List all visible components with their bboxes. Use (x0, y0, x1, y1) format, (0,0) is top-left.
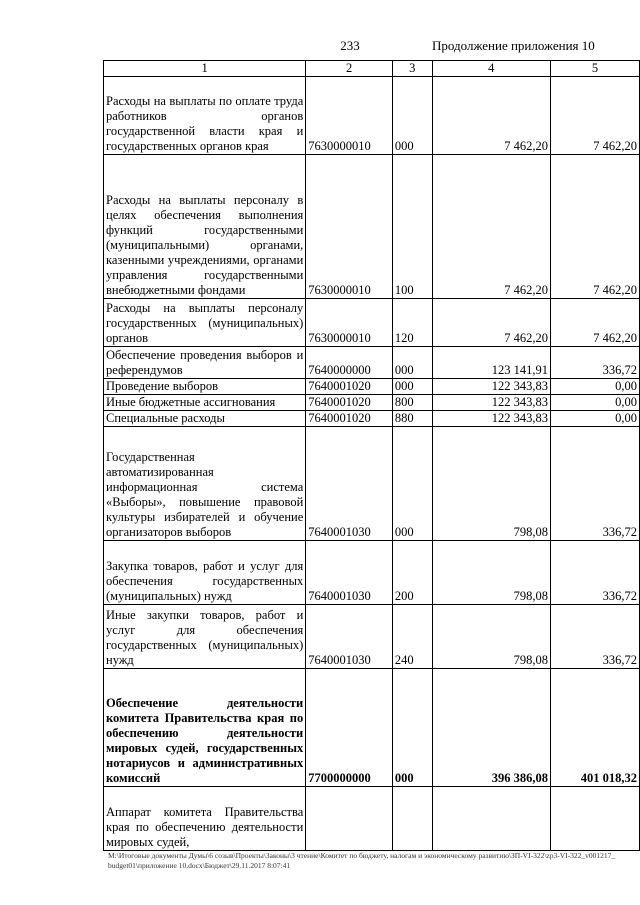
table-row (104, 787, 640, 851)
column-header: 2 (306, 61, 393, 77)
row-amount-2-cell: 401 018,32 (550, 669, 639, 787)
row-name-cell: Расходы на выплаты персоналу государственных (муниципальных) органов (104, 299, 306, 347)
row-expense-type-cell: 000 (392, 427, 432, 541)
row-amount-1-cell: 7 462,20 (432, 299, 550, 347)
row-amount-2-cell (550, 787, 639, 851)
row-amount-1-cell: 798,08 (432, 605, 550, 669)
row-amount-1-cell: 396 386,08 (432, 669, 550, 787)
table-header-row (104, 61, 640, 77)
table-row (104, 541, 640, 605)
row-code-cell (306, 787, 393, 851)
table-body (104, 77, 640, 851)
document-footer-path: M:\Итоговые документы Думы\6 созыв\Проекты\Законы\3 чтение\Комитет по бюджету, налогам и экономическому развитию\ЗП-VI-322\zp3-VI-322_v001217_budget01\приложение 10.docx\Бюджет\29.11.2017 8:07:41 (108, 851, 616, 870)
row-code-cell: 7640001020 (306, 411, 393, 427)
table-row (104, 77, 640, 155)
row-expense-type-cell: 880 (392, 411, 432, 427)
row-expense-type-cell (392, 787, 432, 851)
table-row (104, 427, 640, 541)
table-row (104, 155, 640, 299)
budget-table (103, 60, 640, 851)
row-amount-1-cell: 7 462,20 (432, 77, 550, 155)
row-amount-2-cell: 0,00 (550, 411, 639, 427)
row-amount-2-cell: 336,72 (550, 541, 639, 605)
row-expense-type-cell: 240 (392, 605, 432, 669)
row-name-cell: Иные бюджетные ассигнования (104, 395, 306, 411)
row-code-cell: 7630000010 (306, 155, 393, 299)
row-expense-type-cell: 120 (392, 299, 432, 347)
row-name-cell: Государственная автоматизированная информационная система «Выборы», повышение правовой культуры избирателей и обучение организаторов выборов (104, 427, 306, 541)
row-code-cell: 7630000010 (306, 77, 393, 155)
row-amount-1-cell (432, 787, 550, 851)
row-code-cell: 7700000000 (306, 669, 393, 787)
row-code-cell: 7630000010 (306, 299, 393, 347)
table-row (104, 379, 640, 395)
row-amount-1-cell: 123 141,91 (432, 347, 550, 379)
row-amount-2-cell: 336,72 (550, 605, 639, 669)
row-name-cell: Расходы на выплаты по оплате труда работников органов государственной власти края и государственных органов края (104, 77, 306, 155)
row-amount-2-cell: 336,72 (550, 347, 639, 379)
table-row (104, 299, 640, 347)
row-name-cell: Закупка товаров, работ и услуг для обеспечения государственных (муниципальных) нужд (104, 541, 306, 605)
appendix-continuation-label: Продолжение приложения 10 (432, 38, 595, 53)
row-amount-1-cell: 122 343,83 (432, 395, 550, 411)
row-code-cell: 7640001030 (306, 427, 393, 541)
row-name-cell: Расходы на выплаты персоналу в целях обеспечения выполнения функций государственными (муниципальными) органами, казенными учреждениями, органами управления государственными внебюджетными фондами (104, 155, 306, 299)
table-row (104, 669, 640, 787)
table-row (104, 605, 640, 669)
row-expense-type-cell: 000 (392, 379, 432, 395)
column-header: 1 (104, 61, 306, 77)
row-amount-1-cell: 7 462,20 (432, 155, 550, 299)
row-name-cell: Специальные расходы (104, 411, 306, 427)
row-expense-type-cell: 800 (392, 395, 432, 411)
row-name-cell: Проведение выборов (104, 379, 306, 395)
row-expense-type-cell: 200 (392, 541, 432, 605)
table-row (104, 395, 640, 411)
row-amount-2-cell: 0,00 (550, 379, 639, 395)
row-amount-2-cell: 7 462,20 (550, 299, 639, 347)
table-row (104, 347, 640, 379)
row-code-cell: 7640001020 (306, 395, 393, 411)
page-number: 233 (340, 38, 360, 53)
row-expense-type-cell: 100 (392, 155, 432, 299)
row-expense-type-cell: 000 (392, 77, 432, 155)
row-amount-2-cell: 0,00 (550, 395, 639, 411)
row-expense-type-cell: 000 (392, 669, 432, 787)
row-code-cell: 7640001020 (306, 379, 393, 395)
row-amount-1-cell: 122 343,83 (432, 379, 550, 395)
row-amount-1-cell: 798,08 (432, 541, 550, 605)
column-header: 4 (432, 61, 550, 77)
row-code-cell: 7640001030 (306, 605, 393, 669)
row-amount-1-cell: 798,08 (432, 427, 550, 541)
row-expense-type-cell: 000 (392, 347, 432, 379)
row-code-cell: 7640000000 (306, 347, 393, 379)
row-amount-1-cell: 122 343,83 (432, 411, 550, 427)
row-name-cell: Обеспечение проведения выборов и референдумов (104, 347, 306, 379)
row-amount-2-cell: 336,72 (550, 427, 639, 541)
row-name-cell: Иные закупки товаров, работ и услуг для обеспечения государственных (муниципальных) нужд (104, 605, 306, 669)
row-amount-2-cell: 7 462,20 (550, 155, 639, 299)
row-amount-2-cell: 7 462,20 (550, 77, 639, 155)
column-header: 5 (550, 61, 639, 77)
table-row (104, 411, 640, 427)
row-name-cell: Обеспечение деятельности комитета Правительства края по обеспечению деятельности мировых судей, государственных нотариусов и административных комиссий (104, 669, 306, 787)
row-code-cell: 7640001030 (306, 541, 393, 605)
column-header: 3 (392, 61, 432, 77)
row-name-cell: Аппарат комитета Правительства края по обеспечению деятельности мировых судей, (104, 787, 306, 851)
